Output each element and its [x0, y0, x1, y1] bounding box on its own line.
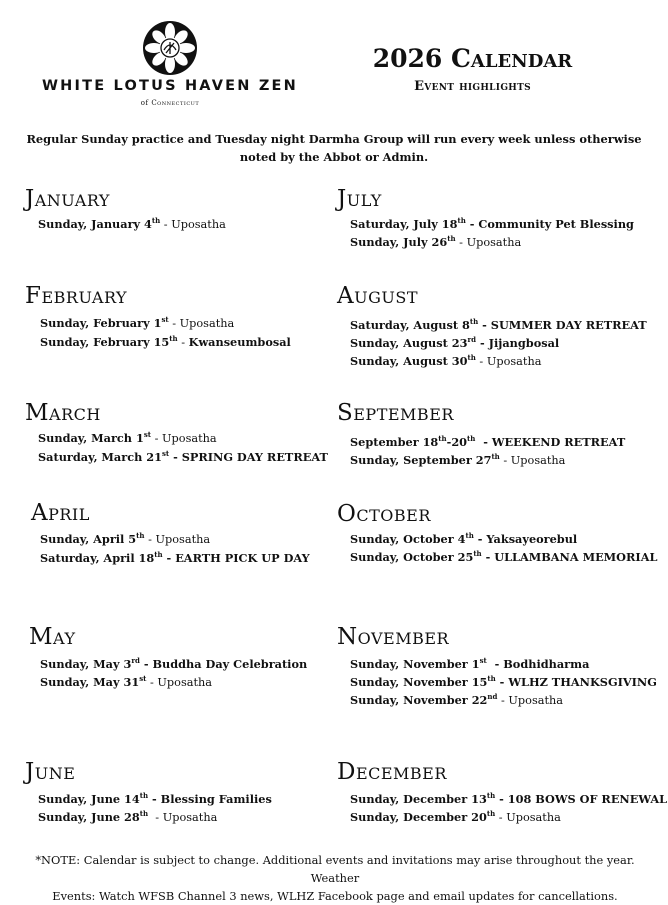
month-heading: March	[25, 400, 101, 426]
event-date-ordinal: rd	[467, 335, 477, 345]
event-date-ordinal: st	[161, 449, 170, 459]
event-separator: -	[148, 792, 161, 806]
event-date-ordinal: th	[139, 791, 149, 801]
event-date: September 18	[350, 435, 439, 449]
month-november	[337, 624, 657, 707]
event-date: Saturday, April 18	[40, 551, 155, 565]
event-separator: -	[177, 336, 189, 349]
month-october	[337, 501, 658, 564]
month-february	[25, 283, 291, 349]
event-date: Saturday, August 8	[350, 318, 470, 332]
event-date-ordinal: st	[139, 674, 147, 684]
event-separator: -	[139, 657, 153, 671]
event-list	[350, 655, 657, 710]
organization-name: WHITE LOTUS HAVEN ZEN	[41, 78, 298, 94]
event-item	[38, 448, 328, 466]
footnote	[10, 851, 660, 905]
event-date: Sunday, November 15	[350, 675, 488, 689]
event-date: Sunday, June 14	[38, 792, 140, 806]
intro-paragraph: Regular Sunday practice and Tuesday night Darmha Group will run every week unless otherwise noted by the Abbot or Admin.	[26, 132, 642, 164]
month-september	[337, 400, 626, 467]
month-march	[25, 400, 328, 464]
month-heading: July	[337, 186, 382, 212]
event-item	[40, 673, 307, 692]
event-date-ordinal: th	[486, 791, 496, 801]
event-name: SPRING DAY RETREAT	[181, 450, 328, 464]
event-date-ordinal: st	[161, 315, 169, 325]
event-date: Sunday, October 4	[350, 532, 466, 546]
event-date: Sunday, December 20	[350, 810, 487, 824]
event-date: Sunday, April 5	[40, 532, 137, 546]
event-separator: -	[495, 792, 508, 806]
event-name: EARTH PICK UP DAY	[175, 551, 310, 565]
event-name: Bodhidharma	[503, 657, 590, 671]
event-item	[40, 314, 291, 333]
event-name: Uposatha	[157, 676, 213, 689]
event-list	[40, 655, 307, 692]
event-name: Kwanseumbosal	[188, 335, 291, 349]
month-heading: January	[25, 186, 110, 212]
event-name: Uposatha	[179, 317, 235, 330]
month-heading: February	[25, 283, 128, 309]
event-separator: -	[455, 236, 467, 249]
event-name: Uposatha	[508, 694, 564, 707]
event-list	[40, 314, 291, 352]
event-list	[40, 530, 310, 567]
event-separator: -	[476, 336, 489, 350]
event-name: Jijangbosal	[488, 336, 560, 350]
event-item	[350, 790, 667, 808]
event-date-ordinal: th	[154, 550, 163, 560]
event-name: Uposatha	[506, 811, 561, 824]
event-list	[350, 316, 647, 371]
event-separator: -	[486, 657, 504, 671]
month-heading: September	[337, 400, 454, 426]
event-item	[350, 548, 657, 566]
month-january	[25, 186, 226, 231]
event-date: Sunday, January 4	[38, 217, 152, 231]
event-separator: -	[146, 676, 158, 689]
event-date-ordinal: th	[467, 353, 476, 363]
event-list	[350, 433, 625, 470]
month-heading: November	[337, 624, 450, 650]
event-date-ordinal: th	[438, 434, 447, 444]
event-name: Uposatha	[466, 236, 522, 249]
event-list	[350, 215, 634, 252]
event-date-ordinal: th	[447, 234, 456, 244]
event-date: Sunday, March 1	[38, 431, 144, 445]
event-date-ordinal: th	[465, 531, 474, 541]
event-date: Sunday, May 3	[40, 657, 132, 671]
event-item	[350, 233, 634, 252]
month-july	[337, 186, 634, 249]
event-name: WLHZ THANKSGIVING	[508, 675, 657, 689]
month-heading: December	[337, 759, 447, 785]
event-date-ordinal: st	[479, 656, 487, 666]
event-name: Uposatha	[486, 355, 542, 368]
event-separator: -	[168, 317, 180, 330]
event-date-ordinal: th	[469, 317, 479, 327]
event-date: Sunday, February 15	[40, 335, 170, 349]
event-date-ordinal: st	[143, 430, 152, 440]
event-item	[350, 352, 647, 371]
event-date: Sunday, October 25	[350, 550, 474, 564]
event-separator: -	[160, 218, 172, 231]
event-item	[350, 215, 634, 233]
month-heading: May	[29, 624, 76, 650]
event-separator: -	[478, 318, 491, 332]
event-date: Saturday, July 18	[350, 217, 458, 231]
event-date-ordinal: th	[491, 452, 500, 462]
event-date-ordinal: th	[473, 549, 482, 559]
event-separator: -	[144, 533, 156, 546]
event-name: Community Pet Blessing	[478, 217, 634, 231]
event-date-ordinal: th	[139, 809, 149, 819]
event-item	[350, 655, 657, 673]
event-date-ordinal: nd	[487, 692, 498, 702]
event-separator: -	[465, 217, 479, 231]
month-heading: August	[337, 283, 418, 309]
event-date-range-end: -20	[446, 435, 468, 449]
event-separator: -	[473, 532, 487, 546]
calendar-subtitle: Event highlights	[414, 79, 531, 94]
event-date-ordinal: th	[486, 809, 496, 819]
event-item	[40, 655, 307, 673]
calendar-title: 2026 Calendar	[372, 44, 573, 73]
event-item	[38, 429, 328, 448]
event-date-ordinal: th	[467, 434, 476, 444]
month-heading: June	[25, 759, 76, 785]
event-separator: -	[148, 811, 163, 824]
event-item	[40, 333, 291, 352]
event-date: Sunday, September 27	[350, 453, 492, 467]
event-name: Blessing Families	[160, 792, 272, 806]
event-date: Sunday, November 22	[350, 693, 488, 707]
event-list	[38, 429, 328, 466]
event-separator: -	[495, 675, 509, 689]
lotus-emblem-icon	[142, 20, 198, 76]
event-name: Yaksayeorebul	[486, 532, 578, 546]
month-december	[337, 759, 668, 824]
event-item	[350, 808, 667, 827]
event-date: Sunday, July 26	[350, 235, 448, 249]
event-date: Sunday, May 31	[40, 675, 140, 689]
event-item	[350, 433, 625, 451]
event-separator: -	[475, 435, 492, 449]
event-date: Sunday, November 1	[350, 657, 480, 671]
event-list	[38, 790, 272, 827]
month-heading: October	[337, 501, 431, 527]
event-date-ordinal: th	[457, 216, 466, 226]
event-name: Uposatha	[510, 454, 566, 467]
event-item	[350, 691, 657, 710]
event-name: Buddha Day Celebration	[152, 657, 308, 671]
event-date-ordinal: th	[151, 216, 161, 226]
location-prefix: of	[140, 99, 149, 107]
footnote-line: *NOTE: Calendar is subject to change. Additional events and invitations may arise throughout the year. Weather	[35, 853, 635, 885]
event-item	[38, 808, 272, 827]
organization-logo	[30, 20, 310, 112]
event-date: Sunday, August 30	[350, 354, 468, 368]
organization-location	[30, 99, 310, 107]
event-item	[38, 215, 226, 234]
month-may	[29, 624, 308, 689]
event-separator: -	[151, 432, 163, 445]
event-name: WEEKEND RETREAT	[491, 435, 626, 449]
event-item	[350, 334, 647, 352]
month-june	[25, 759, 272, 824]
event-date: Sunday, August 23	[350, 336, 468, 350]
event-list	[350, 530, 657, 566]
event-date: Saturday, March 21	[38, 450, 162, 464]
event-name: Uposatha	[171, 218, 226, 231]
event-item	[350, 451, 625, 470]
event-item	[350, 673, 657, 691]
event-date: Sunday, June 28	[38, 810, 140, 824]
event-separator: -	[497, 694, 509, 707]
event-separator: -	[169, 450, 182, 464]
event-separator: -	[162, 551, 176, 565]
event-list	[350, 790, 667, 827]
event-item	[350, 316, 647, 334]
event-item	[350, 530, 657, 548]
event-separator: -	[475, 355, 487, 368]
event-separator: -	[499, 454, 511, 467]
event-date: Sunday, February 1	[40, 316, 162, 330]
event-separator: -	[495, 811, 507, 824]
event-item	[38, 790, 272, 808]
event-name: SUMMER DAY RETREAT	[490, 318, 647, 332]
event-name: Uposatha	[155, 533, 211, 546]
event-date-ordinal: th	[136, 531, 145, 541]
event-date-ordinal: th	[487, 674, 496, 684]
event-date-ordinal: rd	[131, 656, 140, 666]
event-separator: -	[481, 550, 495, 564]
event-date: Sunday, December 13	[350, 792, 487, 806]
month-april	[31, 500, 310, 565]
location-name: Connecticut	[151, 99, 200, 107]
footnote-line: Events: Watch WFSB Channel 3 news, WLHZ Facebook page and email updates for cancellations.	[52, 889, 618, 903]
event-name: Uposatha	[162, 432, 217, 445]
event-date-ordinal: th	[169, 334, 178, 344]
event-name: ULLAMBANA MEMORIAL	[494, 550, 658, 564]
event-item	[40, 549, 310, 567]
event-name: 108 BOWS OF RENEWAL	[507, 792, 668, 806]
event-list	[38, 215, 226, 234]
month-august	[337, 283, 647, 368]
event-name: Uposatha	[162, 811, 218, 824]
event-item	[40, 530, 310, 549]
month-heading: April	[31, 500, 90, 526]
